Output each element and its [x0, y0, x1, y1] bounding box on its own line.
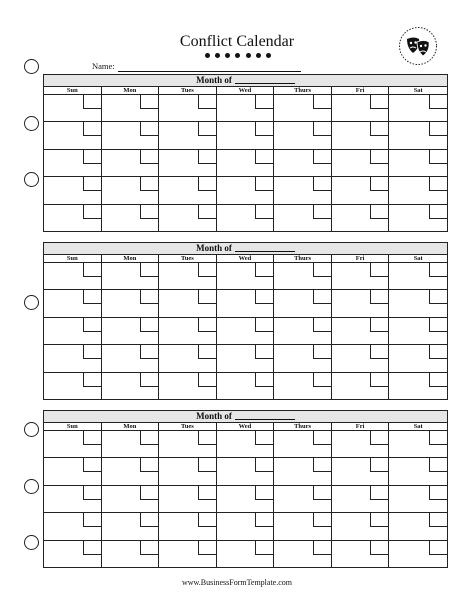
- date-number-box[interactable]: [140, 345, 158, 359]
- weekday-header: Thurs: [274, 423, 332, 431]
- day-cell[interactable]: [217, 345, 275, 372]
- weekday-header: Thurs: [274, 255, 332, 263]
- title-decoration: [205, 52, 271, 58]
- date-number-box[interactable]: [429, 150, 447, 164]
- name-field[interactable]: [118, 62, 301, 72]
- day-cell[interactable]: [217, 95, 275, 122]
- day-cell[interactable]: [159, 263, 217, 290]
- name-label: Name:: [92, 61, 115, 71]
- date-number-box[interactable]: [429, 458, 447, 472]
- day-cell[interactable]: [332, 458, 390, 485]
- date-number-box[interactable]: [83, 431, 101, 445]
- day-cell[interactable]: [389, 345, 447, 372]
- day-cell[interactable]: [102, 541, 160, 568]
- date-number-box[interactable]: [255, 290, 273, 304]
- day-cell[interactable]: [274, 458, 332, 485]
- binder-hole-icon: [24, 116, 39, 131]
- date-number-box[interactable]: [313, 458, 331, 472]
- date-number-box[interactable]: [429, 345, 447, 359]
- date-number-box[interactable]: [83, 205, 101, 219]
- day-cell[interactable]: [389, 150, 447, 177]
- date-number-box[interactable]: [198, 177, 216, 191]
- date-number-box[interactable]: [370, 513, 388, 527]
- day-cell[interactable]: [332, 513, 390, 540]
- date-number-box[interactable]: [198, 486, 216, 500]
- month-field[interactable]: [235, 411, 295, 420]
- date-number-box[interactable]: [313, 150, 331, 164]
- weekday-header: Fri: [332, 423, 390, 431]
- day-cell[interactable]: [389, 122, 447, 149]
- day-cell[interactable]: [389, 486, 447, 513]
- day-cell[interactable]: [389, 541, 447, 568]
- date-number-box[interactable]: [255, 263, 273, 277]
- day-cell[interactable]: [102, 263, 160, 290]
- day-cell[interactable]: [44, 513, 102, 540]
- date-number-box[interactable]: [370, 431, 388, 445]
- date-number-box[interactable]: [255, 458, 273, 472]
- month-label: Month of: [196, 75, 232, 85]
- weekday-header: Sat: [389, 87, 447, 95]
- day-cell[interactable]: [332, 290, 390, 317]
- date-number-box[interactable]: [370, 345, 388, 359]
- day-cell[interactable]: [44, 290, 102, 317]
- day-cell[interactable]: [274, 290, 332, 317]
- date-number-box[interactable]: [255, 95, 273, 109]
- date-number-box[interactable]: [370, 290, 388, 304]
- date-number-box[interactable]: [255, 431, 273, 445]
- weekday-header: Sun: [44, 87, 102, 95]
- day-cell[interactable]: [274, 150, 332, 177]
- date-number-box[interactable]: [370, 177, 388, 191]
- date-number-box[interactable]: [83, 541, 101, 555]
- weekday-header: Mon: [102, 423, 160, 431]
- date-number-box[interactable]: [83, 458, 101, 472]
- day-cell[interactable]: [274, 122, 332, 149]
- date-number-box[interactable]: [429, 122, 447, 136]
- date-number-box[interactable]: [255, 122, 273, 136]
- weekday-header: Mon: [102, 87, 160, 95]
- date-number-box[interactable]: [313, 513, 331, 527]
- day-cell[interactable]: [44, 95, 102, 122]
- date-number-box[interactable]: [83, 122, 101, 136]
- day-cell[interactable]: [44, 345, 102, 372]
- month-label: Month of: [196, 243, 232, 253]
- footer-website: www.BusinessFormTemplate.com: [181, 578, 293, 587]
- day-cell[interactable]: [159, 541, 217, 568]
- month-header: [44, 243, 447, 255]
- weekday-header: Sun: [44, 255, 102, 263]
- month-calendar: [43, 242, 448, 400]
- date-number-box[interactable]: [313, 541, 331, 555]
- date-number-box[interactable]: [140, 486, 158, 500]
- page-title: Conflict Calendar: [179, 33, 295, 50]
- day-cell[interactable]: [102, 150, 160, 177]
- date-number-box[interactable]: [140, 318, 158, 332]
- date-number-box[interactable]: [83, 486, 101, 500]
- date-number-box[interactable]: [140, 205, 158, 219]
- day-cell[interactable]: [389, 290, 447, 317]
- date-number-box[interactable]: [255, 541, 273, 555]
- weekday-header: Sun: [44, 423, 102, 431]
- date-number-box[interactable]: [198, 318, 216, 332]
- date-number-box[interactable]: [370, 95, 388, 109]
- day-cell[interactable]: [102, 345, 160, 372]
- day-cell[interactable]: [102, 95, 160, 122]
- day-cell[interactable]: [102, 486, 160, 513]
- day-cell[interactable]: [44, 486, 102, 513]
- day-cell[interactable]: [274, 263, 332, 290]
- date-number-box[interactable]: [83, 318, 101, 332]
- day-cell[interactable]: [217, 513, 275, 540]
- date-number-box[interactable]: [255, 345, 273, 359]
- date-number-box[interactable]: [198, 263, 216, 277]
- day-cell[interactable]: [274, 95, 332, 122]
- day-cell[interactable]: [102, 458, 160, 485]
- date-number-box[interactable]: [83, 513, 101, 527]
- day-cell[interactable]: [44, 541, 102, 568]
- day-cell[interactable]: [217, 177, 275, 204]
- calendar-grid: [44, 255, 447, 400]
- date-number-box[interactable]: [370, 458, 388, 472]
- month-calendar: [43, 410, 448, 568]
- date-number-box[interactable]: [140, 431, 158, 445]
- day-cell[interactable]: [332, 541, 390, 568]
- day-cell[interactable]: [332, 177, 390, 204]
- day-cell[interactable]: [44, 263, 102, 290]
- day-cell[interactable]: [217, 290, 275, 317]
- weekday-header: Tues: [159, 255, 217, 263]
- day-cell[interactable]: [217, 486, 275, 513]
- day-cell[interactable]: [274, 205, 332, 232]
- date-number-box[interactable]: [255, 177, 273, 191]
- day-cell[interactable]: [217, 458, 275, 485]
- day-cell[interactable]: [217, 150, 275, 177]
- day-cell[interactable]: [274, 486, 332, 513]
- date-number-box[interactable]: [370, 205, 388, 219]
- date-number-box[interactable]: [198, 513, 216, 527]
- date-number-box[interactable]: [198, 458, 216, 472]
- date-number-box[interactable]: [370, 486, 388, 500]
- date-number-box[interactable]: [83, 290, 101, 304]
- date-number-box[interactable]: [198, 122, 216, 136]
- date-number-box[interactable]: [429, 486, 447, 500]
- date-number-box[interactable]: [370, 373, 388, 387]
- weekday-header: Tues: [159, 87, 217, 95]
- date-number-box[interactable]: [255, 373, 273, 387]
- date-number-box[interactable]: [429, 205, 447, 219]
- date-number-box[interactable]: [313, 373, 331, 387]
- day-cell[interactable]: [389, 177, 447, 204]
- day-cell[interactable]: [389, 431, 447, 458]
- day-cell[interactable]: [159, 150, 217, 177]
- date-number-box[interactable]: [83, 373, 101, 387]
- weekday-header: Fri: [332, 255, 390, 263]
- date-number-box[interactable]: [429, 263, 447, 277]
- date-number-box[interactable]: [198, 150, 216, 164]
- binder-hole-icon: [24, 535, 39, 550]
- day-cell[interactable]: [274, 345, 332, 372]
- day-cell[interactable]: [389, 95, 447, 122]
- day-cell[interactable]: [274, 513, 332, 540]
- binder-hole-icon: [24, 422, 39, 437]
- day-cell[interactable]: [44, 205, 102, 232]
- date-number-box[interactable]: [429, 177, 447, 191]
- day-cell[interactable]: [44, 431, 102, 458]
- day-cell[interactable]: [102, 431, 160, 458]
- date-number-box[interactable]: [313, 431, 331, 445]
- date-number-box[interactable]: [140, 150, 158, 164]
- month-calendar: [43, 74, 448, 232]
- day-cell[interactable]: [44, 150, 102, 177]
- month-field[interactable]: [235, 243, 295, 252]
- binder-hole-icon: [24, 295, 39, 310]
- date-number-box[interactable]: [83, 177, 101, 191]
- date-number-box[interactable]: [198, 541, 216, 555]
- day-cell[interactable]: [389, 205, 447, 232]
- date-number-box[interactable]: [313, 95, 331, 109]
- binder-hole-icon: [24, 172, 39, 187]
- day-cell[interactable]: [332, 486, 390, 513]
- day-cell[interactable]: [389, 513, 447, 540]
- day-cell[interactable]: [159, 318, 217, 345]
- date-number-box[interactable]: [370, 541, 388, 555]
- day-cell[interactable]: [274, 541, 332, 568]
- day-cell[interactable]: [159, 513, 217, 540]
- day-cell[interactable]: [159, 177, 217, 204]
- day-cell[interactable]: [159, 95, 217, 122]
- date-number-box[interactable]: [83, 263, 101, 277]
- date-number-box[interactable]: [429, 541, 447, 555]
- date-number-box[interactable]: [198, 95, 216, 109]
- day-cell[interactable]: [332, 318, 390, 345]
- day-cell[interactable]: [332, 345, 390, 372]
- date-number-box[interactable]: [313, 486, 331, 500]
- date-number-box[interactable]: [313, 345, 331, 359]
- date-number-box[interactable]: [429, 290, 447, 304]
- day-cell[interactable]: [159, 205, 217, 232]
- day-cell[interactable]: [217, 263, 275, 290]
- day-cell[interactable]: [102, 318, 160, 345]
- weekday-header: Mon: [102, 255, 160, 263]
- day-cell[interactable]: [159, 122, 217, 149]
- day-cell[interactable]: [217, 541, 275, 568]
- day-cell[interactable]: [332, 150, 390, 177]
- day-cell[interactable]: [44, 318, 102, 345]
- date-number-box[interactable]: [140, 513, 158, 527]
- day-cell[interactable]: [159, 458, 217, 485]
- day-cell[interactable]: [389, 458, 447, 485]
- date-number-box[interactable]: [255, 486, 273, 500]
- date-number-box[interactable]: [370, 318, 388, 332]
- day-cell[interactable]: [159, 486, 217, 513]
- date-number-box[interactable]: [313, 177, 331, 191]
- day-cell[interactable]: [217, 373, 275, 400]
- date-number-box[interactable]: [255, 513, 273, 527]
- day-cell[interactable]: [274, 431, 332, 458]
- month-header: [44, 411, 447, 423]
- date-number-box[interactable]: [140, 177, 158, 191]
- date-number-box[interactable]: [255, 150, 273, 164]
- day-cell[interactable]: [217, 122, 275, 149]
- date-number-box[interactable]: [140, 122, 158, 136]
- date-number-box[interactable]: [429, 318, 447, 332]
- date-number-box[interactable]: [313, 263, 331, 277]
- date-number-box[interactable]: [313, 122, 331, 136]
- day-cell[interactable]: [274, 373, 332, 400]
- weekday-header: Thurs: [274, 87, 332, 95]
- weekday-header: Wed: [217, 255, 275, 263]
- date-number-box[interactable]: [370, 263, 388, 277]
- date-number-box[interactable]: [83, 95, 101, 109]
- day-cell[interactable]: [159, 431, 217, 458]
- binder-hole-icon: [24, 59, 39, 74]
- day-cell[interactable]: [332, 95, 390, 122]
- date-number-box[interactable]: [83, 345, 101, 359]
- date-number-box[interactable]: [255, 318, 273, 332]
- binder-hole-icon: [24, 479, 39, 494]
- date-number-box[interactable]: [198, 373, 216, 387]
- day-cell[interactable]: [332, 373, 390, 400]
- date-number-box[interactable]: [429, 513, 447, 527]
- date-number-box[interactable]: [255, 205, 273, 219]
- day-cell[interactable]: [274, 177, 332, 204]
- date-number-box[interactable]: [140, 290, 158, 304]
- date-number-box[interactable]: [140, 541, 158, 555]
- weekday-header: Wed: [217, 87, 275, 95]
- weekday-header: Fri: [332, 87, 390, 95]
- day-cell[interactable]: [102, 177, 160, 204]
- day-cell[interactable]: [102, 122, 160, 149]
- day-cell[interactable]: [102, 513, 160, 540]
- day-cell[interactable]: [102, 290, 160, 317]
- day-cell[interactable]: [159, 345, 217, 372]
- date-number-box[interactable]: [198, 205, 216, 219]
- date-number-box[interactable]: [140, 458, 158, 472]
- date-number-box[interactable]: [140, 263, 158, 277]
- calendar-grid: [44, 423, 447, 568]
- day-cell[interactable]: [217, 318, 275, 345]
- day-cell[interactable]: [389, 373, 447, 400]
- day-cell[interactable]: [217, 431, 275, 458]
- day-cell[interactable]: [44, 373, 102, 400]
- day-cell[interactable]: [389, 318, 447, 345]
- day-cell[interactable]: [389, 263, 447, 290]
- name-field-row: [92, 60, 301, 72]
- date-number-box[interactable]: [313, 205, 331, 219]
- date-number-box[interactable]: [429, 431, 447, 445]
- day-cell[interactable]: [44, 458, 102, 485]
- month-label: Month of: [196, 411, 232, 421]
- date-number-box[interactable]: [198, 431, 216, 445]
- day-cell[interactable]: [44, 177, 102, 204]
- date-number-box[interactable]: [429, 95, 447, 109]
- date-number-box[interactable]: [198, 290, 216, 304]
- day-cell[interactable]: [332, 122, 390, 149]
- day-cell[interactable]: [159, 373, 217, 400]
- month-field[interactable]: [235, 75, 295, 84]
- date-number-box[interactable]: [429, 373, 447, 387]
- day-cell[interactable]: [102, 205, 160, 232]
- date-number-box[interactable]: [140, 373, 158, 387]
- date-number-box[interactable]: [83, 150, 101, 164]
- date-number-box[interactable]: [313, 318, 331, 332]
- date-number-box[interactable]: [370, 122, 388, 136]
- weekday-header: Sat: [389, 423, 447, 431]
- weekday-header: Wed: [217, 423, 275, 431]
- day-cell[interactable]: [159, 290, 217, 317]
- month-header: [44, 75, 447, 87]
- date-number-box[interactable]: [198, 345, 216, 359]
- date-number-box[interactable]: [370, 150, 388, 164]
- day-cell[interactable]: [102, 373, 160, 400]
- day-cell[interactable]: [332, 205, 390, 232]
- day-cell[interactable]: [217, 205, 275, 232]
- day-cell[interactable]: [44, 122, 102, 149]
- weekday-header: Sat: [389, 255, 447, 263]
- day-cell[interactable]: [332, 431, 390, 458]
- weekday-header: Tues: [159, 423, 217, 431]
- calendar-grid: [44, 87, 447, 232]
- theater-masks-icon: [398, 26, 438, 66]
- day-cell[interactable]: [274, 318, 332, 345]
- date-number-box[interactable]: [313, 290, 331, 304]
- day-cell[interactable]: [332, 263, 390, 290]
- date-number-box[interactable]: [140, 95, 158, 109]
